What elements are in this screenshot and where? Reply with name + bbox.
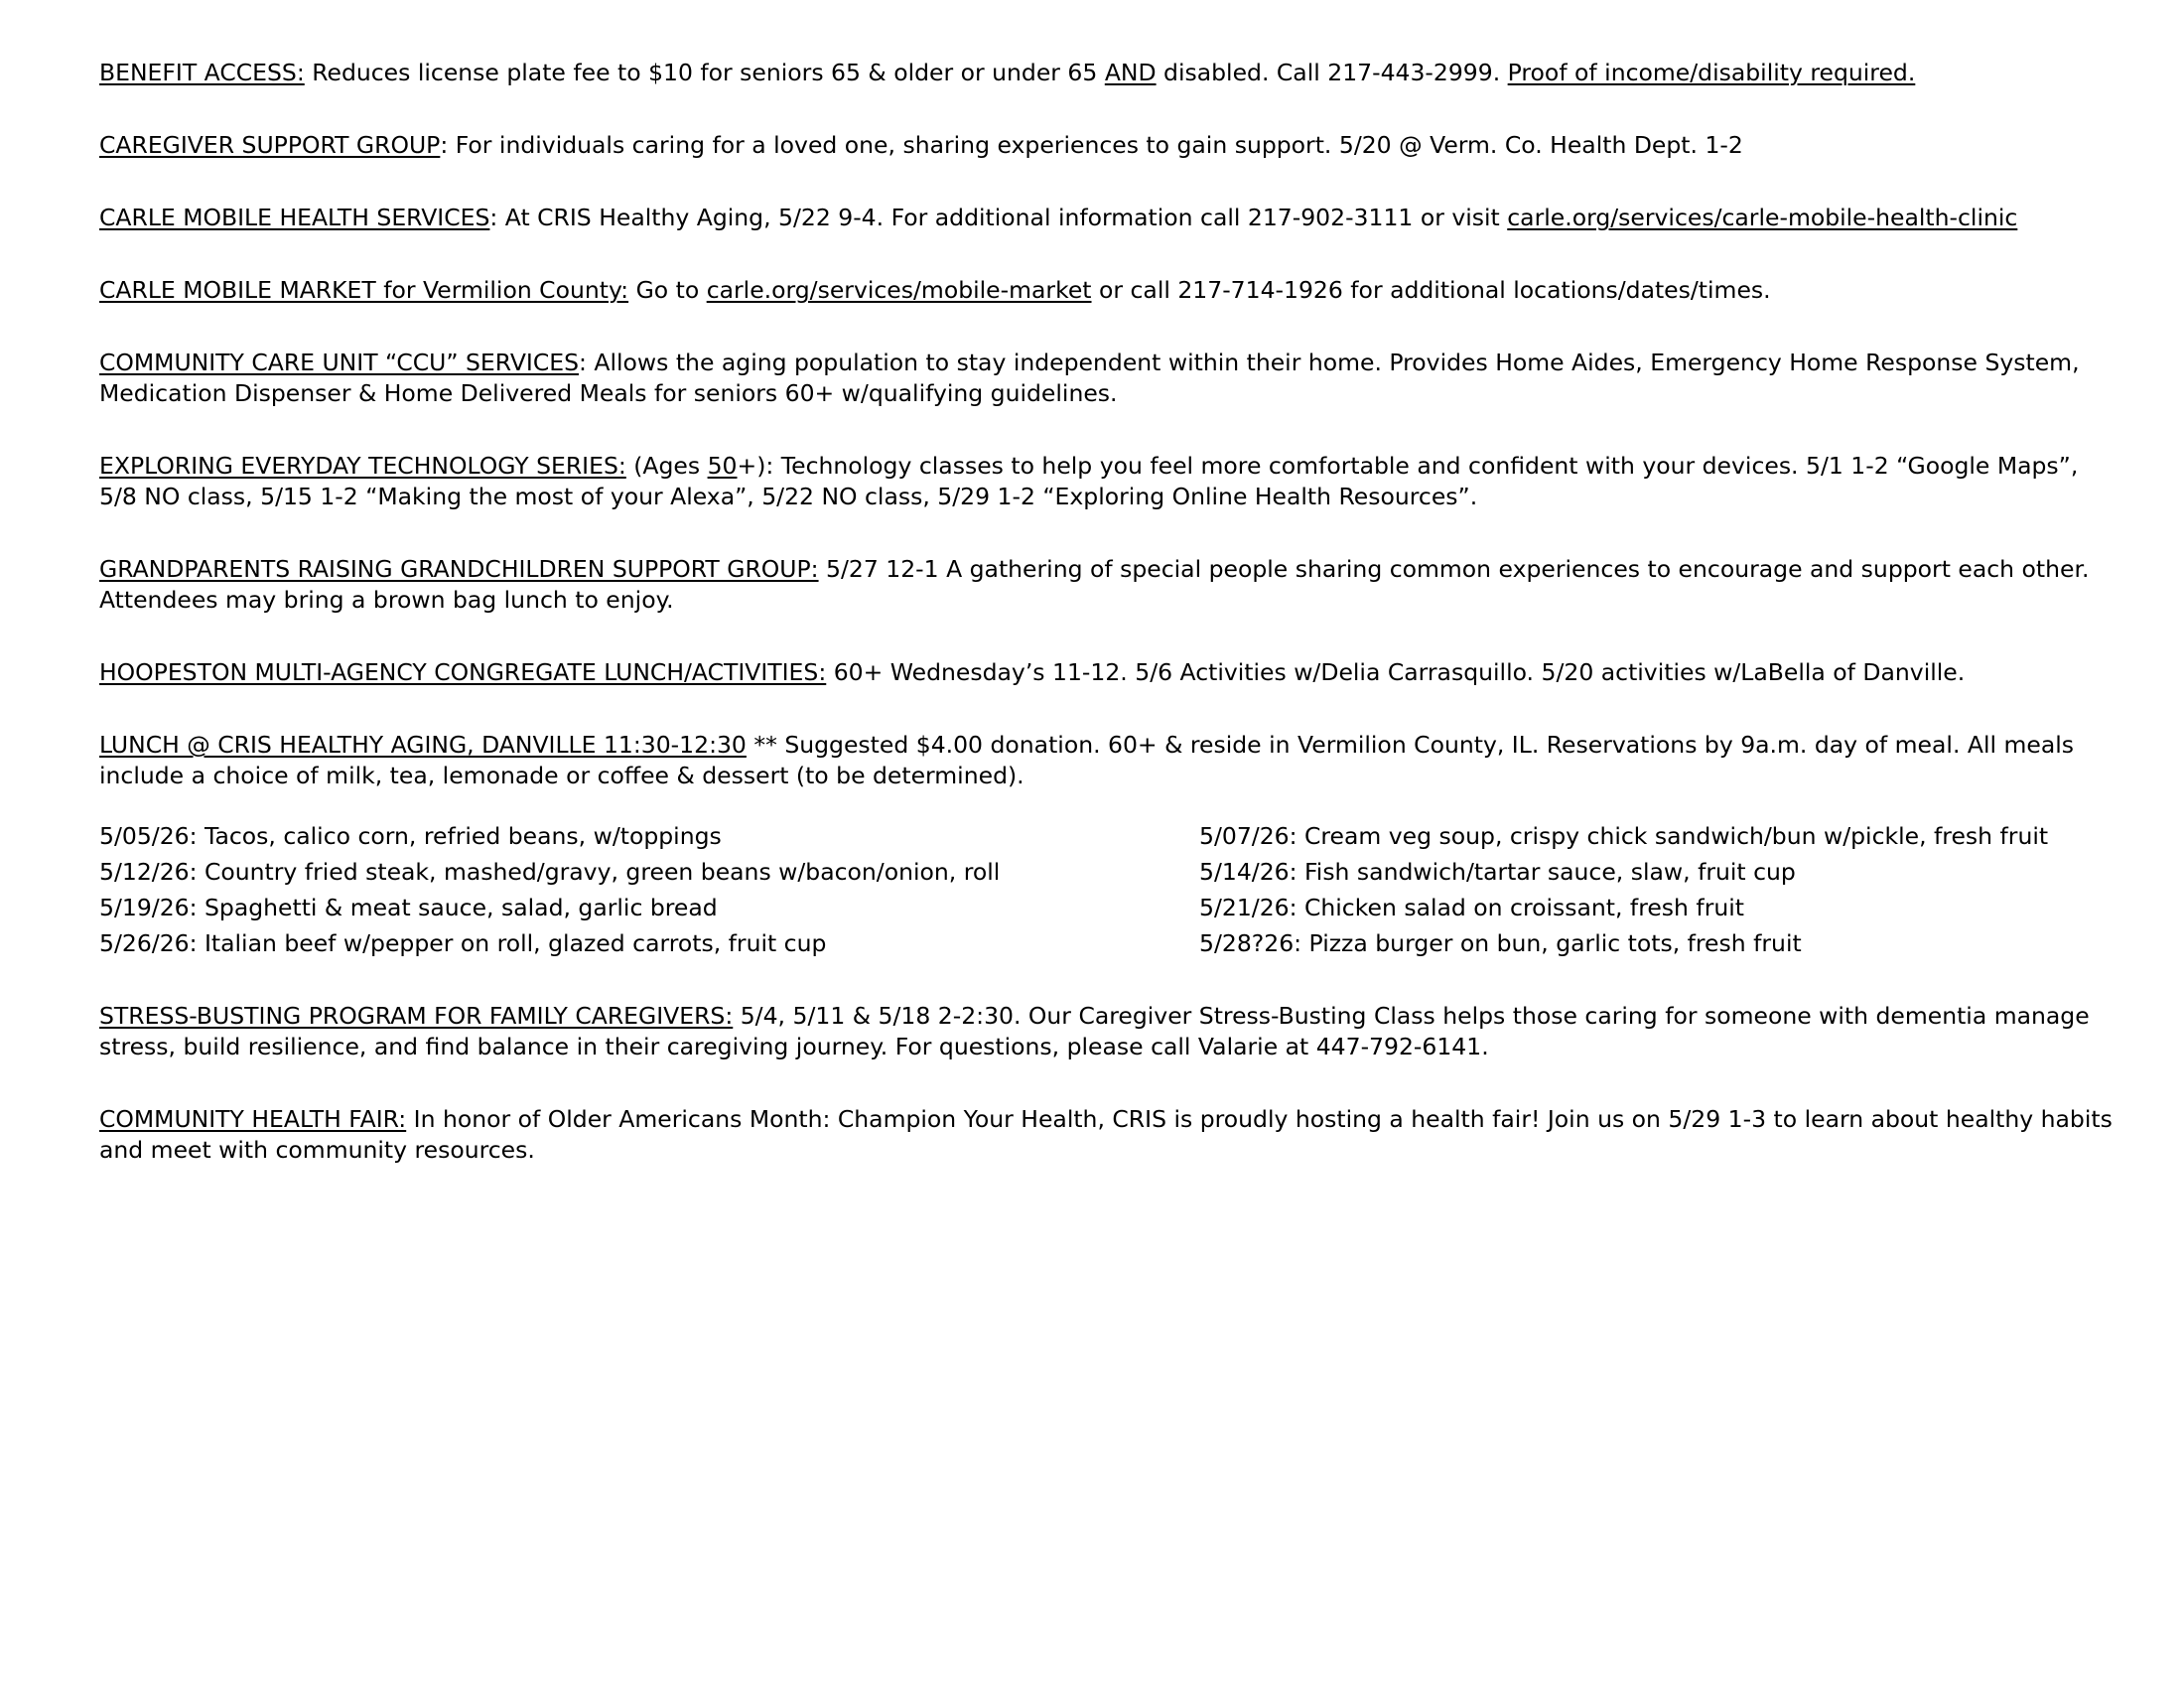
carle-mobile-health-heading: CARLE MOBILE HEALTH SERVICES xyxy=(99,204,490,231)
grandparents-text: 5/27 12-1 A gathering of special people sharing common experiences to encourage and support each other. Attendees may bring a brown bag lunch to enjoy. xyxy=(99,555,2090,614)
stress-busting-heading: STRESS-BUSTING PROGRAM FOR FAMILY CAREGIVERS: xyxy=(99,1002,734,1030)
carle-mobile-health-text: : At CRIS Healthy Aging, 5/22 9-4. For additional information call 217-902-3111 or visit xyxy=(489,204,1508,231)
menu-item: 5/21/26: Chicken salad on croissant, fresh fruit xyxy=(1199,894,1744,921)
ccu-services-text: : Allows the aging population to stay independent within their home. Provides Home Aides, Emergency Home Response System, Medication Dispenser & Home Delivered Meals for seniors 60+ w/qualifying guidelines. xyxy=(99,349,2080,407)
benefit-access-and: AND xyxy=(1104,59,1157,86)
stress-busting-entry xyxy=(99,1001,2115,1062)
hoopeston-heading: HOOPESTON MULTI-AGENCY CONGREGATE LUNCH/ACTIVITIES: xyxy=(99,658,827,686)
tech-series-entry xyxy=(99,451,2115,512)
ccu-services-entry xyxy=(99,348,2115,409)
grandparents-heading: GRANDPARENTS RAISING GRANDCHILDREN SUPPORT GROUP: xyxy=(99,555,819,583)
health-fair-text: In honor of Older Americans Month: Champion Your Health, CRIS is proudly hosting a health fair! Join us on 5/29 1-3 to learn about healthy habits and meet with community resources. xyxy=(99,1105,2113,1164)
menu-item: 5/07/26: Cream veg soup, crispy chick sandwich/bun w/pickle, fresh fruit xyxy=(1199,822,2049,850)
menu-item: 5/28?26: Pizza burger on bun, garlic tots, fresh fruit xyxy=(1199,929,1802,957)
stress-busting-text: 5/4, 5/11 & 5/18 2-2:30. Our Caregiver Stress-Busting Class helps those caring for someone with dementia manage stress, build resilience, and find balance in their caregiving journey. For questions, please call Valarie at 447-792-6141. xyxy=(99,1002,2090,1060)
menu-item: 5/26/26: Italian beef w/pepper on roll, glazed carrots, fruit cup xyxy=(99,929,827,957)
lunch-heading: LUNCH @ CRIS HEALTHY AGING, DANVILLE 11:30-12:30 xyxy=(99,731,747,759)
benefit-access-text2: disabled. Call 217-443-2999. xyxy=(1156,59,1508,86)
hoopeston-text: 60+ Wednesday’s 11-12. 5/6 Activities w/Delia Carrasquillo. 5/20 activities w/LaBella of Danville. xyxy=(826,658,1966,686)
menu-item: 5/14/26: Fish sandwich/tartar sauce, slaw, fruit cup xyxy=(1199,858,1796,886)
ccu-services-heading: COMMUNITY CARE UNIT “CCU” SERVICES xyxy=(99,349,580,376)
tech-series-text: (Ages xyxy=(625,452,708,480)
caregiver-support-heading: CAREGIVER SUPPORT GROUP xyxy=(99,131,441,159)
benefit-access-proof: Proof of income/disability required. xyxy=(1507,59,1916,86)
carle-mobile-market-link[interactable]: carle.org/services/mobile-market xyxy=(706,276,1092,304)
health-fair-entry xyxy=(99,1104,2115,1166)
carle-mobile-market-entry xyxy=(99,275,2115,306)
carle-mobile-market-heading: CARLE MOBILE MARKET for Vermilion County: xyxy=(99,276,629,304)
menu-item: 5/05/26: Tacos, calico corn, refried beans, w/toppings xyxy=(99,822,722,850)
hoopeston-entry xyxy=(99,657,2115,688)
carle-mobile-health-link[interactable]: carle.org/services/carle-mobile-health-clinic xyxy=(1507,204,2018,231)
tech-series-age: 50 xyxy=(707,452,738,480)
benefit-access-text: Reduces license plate fee to $10 for seniors 65 & older or under 65 xyxy=(304,59,1105,86)
benefit-access-heading: BENEFIT ACCESS: xyxy=(99,59,305,86)
menu-item: 5/12/26: Country fried steak, mashed/gravy, green beans w/bacon/onion, roll xyxy=(99,858,1001,886)
tech-series-text2: +): Technology classes to help you feel more comfortable and confident with your devices. 5/1 1-2 “Google Maps”, 5/8 NO class, 5/15 1-2 “Making the most of your Alexa”, 5/22 NO class, 5/29 1-2 “Exploring Online Health Resources”. xyxy=(99,452,2079,510)
caregiver-support-text: : For individuals caring for a loved one, sharing experiences to gain support. 5/20 @ Verm. Co. Health Dept. 1-2 xyxy=(440,131,1743,159)
benefit-access-entry xyxy=(99,58,2115,88)
lunch-menu xyxy=(99,821,2115,959)
carle-mobile-market-text2: or call 217-714-1926 for additional locations/dates/times. xyxy=(1091,276,1771,304)
health-fair-heading: COMMUNITY HEALTH FAIR: xyxy=(99,1105,407,1133)
lunch-text: ** Suggested $4.00 donation. 60+ & reside in Vermilion County, IL. Reservations by 9a.m. day of meal. All meals include a choice of milk, tea, lemonade or coffee & dessert (to be determined). xyxy=(99,731,2075,789)
document-page xyxy=(99,58,2115,1207)
caregiver-support-entry xyxy=(99,130,2115,161)
carle-mobile-health-entry xyxy=(99,203,2115,233)
lunch-entry xyxy=(99,730,2115,791)
grandparents-entry xyxy=(99,554,2115,616)
tech-series-heading: EXPLORING EVERYDAY TECHNOLOGY SERIES: xyxy=(99,452,626,480)
carle-mobile-market-text: Go to xyxy=(628,276,707,304)
menu-item: 5/19/26: Spaghetti & meat sauce, salad, garlic bread xyxy=(99,894,718,921)
